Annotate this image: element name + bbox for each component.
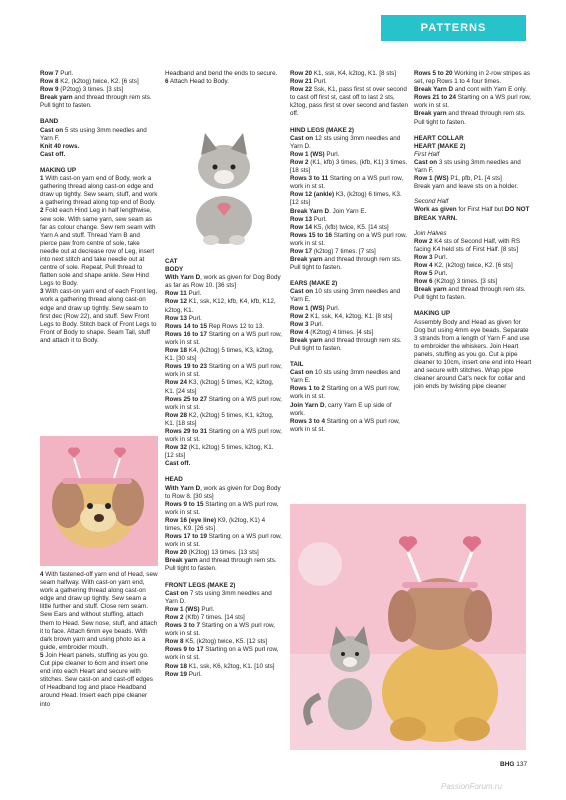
page-number: 137 [516,761,528,768]
column-4 [414,70,532,391]
instruction-line: Row 12 (ankle) K3, (k2tog) 6 times, K3. [12 sts] [290,191,402,207]
col1-top [40,70,158,110]
instruction-line: 4 With fastened-off yarn end of Head, sew seam halfway. With cast-on yarn end, work a gathering thread along cast-on edge and draw up tightly. Sew seam a little further and stuff. Close rem seam. Sew Ears and without stuffing, attach them to Head. Sew nose, stuff, and attach it to face. Attach 6mm eye beads. With dark brown yarn and using photo as a guide, embroider mouth. [40,571,158,651]
head-heading: HEAD [165,476,183,484]
band-heading: BAND [40,118,59,126]
instruction-line: Row 21 Purl. [290,78,327,86]
instruction-line: 5 Join Heart panels, stuffing as you go. Cut pipe cleaner to 6cm and insert one end into each Heart and secure with stitches. Sew cast-on and cast-off edges of Headband tog and place Headband around Head. Insert each pipe cleaner into [40,651,153,708]
instruction-line: Cast off. [40,150,66,158]
instruction-line: Row 17 (k2tog) 7 times. [7 sts] [290,247,376,255]
column-1 [40,70,158,345]
instruction-line: Row 4 (K2tog) 4 times. [4 sts] [290,328,374,336]
instruction-line: Row 18 K4, (k2tog) 5 times, K3, k2tog, K1. [30 sts] [165,347,274,363]
instruction-line: Row 13 Purl. [290,215,327,223]
instruction-line: Break yarn and leave sts on a holder. [414,183,518,191]
instruction-line: Cast on 12 sts using 3mm needles and Yarn D. [290,134,401,150]
instruction-line: Break yarn and thread through rem sts. Pull tight to fasten. [290,256,402,272]
dog-toy-image [40,436,158,566]
instruction-line: Rows 3 to 4 Starting on a WS purl row, work in st st. [290,417,400,433]
instruction-line: Row 20 K1, ssk, K4, k2tog, K1. [8 sts] [290,70,397,77]
tail-heading: TAIL [290,361,304,369]
instruction-line: Row 5 Purl. [414,270,448,278]
join-halves-text [414,238,532,303]
section-tab: PATTERNS [381,15,526,41]
instruction-line: Break yarn and thread through rem sts. Pull tight to fasten. [414,286,526,302]
instruction-line: Rows 16 to 17 Starting on a WS purl row, work in st st. [165,330,282,346]
col1-bottom-text [40,571,158,709]
instruction-line: Rows 5 to 20 Working in 2-row stripes as set, rep Rows 1 to 4 four times. [414,70,531,86]
instruction-line: Cast on 10 sts using 3mm needles and Yarn E. [290,288,401,304]
instruction-line: Row 2 K1, ssk, K4, k2tog, K1. [8 sts] [290,312,393,320]
instruction-line: Row 19 Purl. [165,670,202,678]
cat-and-dog-image [290,504,526,750]
cat-heading: CAT [165,258,178,265]
watermark: PassionForum.ru [441,782,502,791]
second-half-heading: Second Half [414,198,449,206]
instruction-line: Row 7 Purl. [40,70,74,77]
instruction-line: Rows 15 to 16 Starting on a WS purl row, work in st st. [290,231,407,247]
instruction-line: With Yarn D, work as given for Dog Body as far as Row 10. [36 sts] [165,274,281,290]
ears-heading: EARS (MAKE 2) [290,280,338,288]
instruction-line: With Yarn D, work as given for Dog Body to Row 8. [30 sts] [165,484,281,500]
instruction-line: Row 14 K5, (kfb) twice, K5. [14 sts] [290,223,389,231]
cat-photo [165,115,283,250]
instruction-line: Row 13 Purl. [165,314,202,322]
instruction-line: Row 1 (WS) P1, pfb, P1. [4 sts] [414,175,502,183]
tail-text [290,369,408,434]
instruction-line: Break yarn and thread through rem sts. Pull tight to fasten. [414,110,526,126]
instruction-line: Rows 3 to 11 Starting on a WS purl row, work in st st. [290,175,404,191]
making-up-heading-2: MAKING UP [414,310,451,318]
instruction-line: Cast on 5 sts using 3mm needles and Yarn F. [40,126,147,142]
instruction-line: 1 With cast-on yarn end of Body, work a gathering thread along cast-on edge and draw up tightly. Sew seam, stuff, and work a gathering thread along top end of Body. [40,175,158,207]
instruction-line: Break yarn and thread through rem sts. Pull tight to fasten. [165,557,277,573]
dog-photo [40,436,158,566]
instruction-line: Row 20 (K2tog) 13 times. [13 sts] [165,549,259,557]
hind-legs-text [290,135,408,273]
making-up-text-2: Assembly Body and Head as given for Dog but using 4mm eye beads. Separate 3 strands from a length of Yarn F and use to embroider the whiskers. Join Heart panels, stuffing as you go. Cut a pipe cleaner to 10cm, insert one end into Heart and secure with stitches. Wrap pipe cleaner around Cat's neck for collar and join ends by twisting pipe cleaner [414,318,532,391]
instruction-line: Row 3 Purl. [414,253,448,261]
col3-top [290,70,408,119]
front-legs-heading: FRONT LEGS (MAKE 2) [165,581,236,589]
instruction-line: Row 32 (K1, k2tog) 5 times, k2tog, K1. [12 sts] [165,444,274,460]
instruction-line: Cast on 7 sts using 3mm needles and Yarn D. [165,589,272,605]
making-up-heading: MAKING UP [40,166,77,174]
heart-collar-heading: HEART COLLAR [414,134,464,142]
instruction-line: Rows 29 to 31 Starting on a WS purl row, work in st st. [165,427,282,444]
instruction-line: Join Yarn D, carry Yarn E up side of work. [290,401,392,417]
instruction-line: Rows 19 to 23 Starting on a WS purl row, work in st st. [165,363,282,379]
column-2-body [165,257,283,679]
instruction-line: Rows 3 to 7 Starting on a WS purl row, work in st st. [165,622,275,638]
instruction-line: Cast on 10 sts using 3mm needles and Yarn E. [290,369,401,385]
instruction-line: Cast on 3 sts using 3mm needles and Yarn F. [414,158,521,175]
instruction-line: Rows 9 to 17 Starting on a WS purl row, work in st st. [165,646,279,662]
instruction-line: Row 2 (Kfb) 7 times. [14 sts] [165,613,245,621]
instruction-line: Rows 25 to 27 Starting on a WS purl row, work in st st. [165,395,282,411]
instruction-line: Row 6 (K2tog) 3 times. [3 sts] [414,278,498,286]
instruction-line: Rows 14 to 15 Rep Rows 12 to 13. [165,322,265,330]
instruction-line: Row 16 (eye line) K9, (k2tog, K1) 4 times, K9. [26 sts] [165,516,266,532]
instruction-line: Rows 17 to 19 Starting on a WS purl row, work in st st. [165,533,282,549]
instruction-line: Row 8 K2, (k2tog) twice, K2. [6 sts] [40,78,139,86]
instruction-line: Row 1 (WS) Purl. [290,150,340,158]
making-up-text [40,175,158,345]
instruction-line: Rows 21 to 24 Starting on a WS purl row, work in st st. [414,94,531,110]
band-text [40,127,158,159]
instruction-line: Row 1 (WS) Purl. [165,605,215,613]
instruction-line: Row 24 K3, (k2tog) 5 times, K2, k2tog, K1. [24 sts] [165,379,274,395]
instruction-line: Row 8 K5, (k2tog) twice, K5. [12 sts] [165,638,268,646]
instruction-line: Row 11 Purl. [165,290,202,298]
body-text [165,274,283,468]
instruction-line: Break Yarn D. Join Yarn E. [290,207,367,215]
instruction-line: Headband and bend the ends to secure. [165,70,278,77]
footer-brand: BHG [500,761,515,768]
instruction-line: 6 Attach Head to Body. [165,78,229,86]
heart-heading: HEART (MAKE 2) [414,142,466,150]
instruction-line: Row 18 K1, ssk, K6, k2tog, K1. [10 sts] [165,662,275,670]
instruction-line: Row 2 K4 sts of Second Half, with RS facing K4 held sts of First Half. [8 sts] [414,237,521,253]
instruction-line: Break yarn and thread through rem sts. Pull tight to fasten. [290,336,402,352]
first-half-text [414,159,532,191]
first-half-heading: First Half [414,150,440,158]
cat-and-dog-photo [290,504,526,750]
front-legs-text [165,590,283,679]
instruction-line: Break Yarn D and cont with Yarn E only. [414,86,527,94]
instruction-line: 2 Fold each Hind Leg in half lengthwise, sew sole. With same yarn, sew seam as far as colour change. Sew rem seam with Yarn A and stuff. Thread Yarn B and pierce paw from centre of sole, take needle out at decrease row of Leg, insert into next stitch and take needle out at centre of sole. Repeat. Pull thread to flatten sole and shape ankle. Sew Hind Legs to Body. [40,207,156,288]
second-half-text: Work as given for First Half but DO NOT BREAK YARN. [414,206,530,222]
page-footer [500,761,527,768]
instruction-line: Row 1 (WS) Purl. [290,304,340,312]
col2-top [165,70,283,86]
column-3 [290,70,408,434]
instruction-line: Row 2 (K1, kfb) 3 times, (kfb, K1) 3 times. [18 sts] [290,158,408,175]
instruction-line: Row 12 K1, ssk, K12, kfb, K4, kfb, K12, k2tog, K1. [165,298,276,314]
column-1-bottom [40,571,158,709]
instruction-line: Rows 1 to 2 Starting on a WS purl row, work in st st. [290,385,400,401]
instruction-line: Break yarn and thread through rem sts. Pull tight to fasten. [40,94,152,110]
join-halves-heading: Join Halves [414,229,447,237]
instruction-line: Row 4 K2, (k2tog) twice, K2. [6 sts] [414,261,513,269]
cat-toy-image [165,115,283,250]
instruction-line: Row 28 K2, (k2tog) 5 times, K1, k2tog, K1. [18 sts] [165,411,274,427]
instruction-line: Row 9 (P2tog) 3 times. [3 sts] [40,86,124,94]
head-text [165,485,283,574]
column-2 [165,70,283,86]
ears-text [290,288,408,353]
instruction-line: Row 22 Ssk, K1, pass first st over second to cast off first st, cast off to last 2 sts, k2tog, pass first st over second and fasten off. [290,86,408,118]
col4-top [414,70,532,127]
instruction-line: Knit 40 rows. [40,142,80,150]
instruction-line: Rows 9 to 15 Starting on a WS purl row, work in st st. [165,500,279,516]
hind-legs-heading: HIND LEGS (MAKE 2) [290,126,355,134]
body-heading: BODY [165,266,184,274]
instruction-line: Cast off. [165,460,191,468]
instruction-line: 3 With cast-on yarn end of each Front leg, work a gathering thread along cast-on edge and draw up tightly. Sew seam to first dec (Row 22), and stuff. Sew Front Legs to Body. Stitch back of Front Legs to Front of Body to shape. Seam Tail, stuff and attach it to Body. [40,288,158,344]
instruction-line: Row 3 Purl. [290,320,324,328]
